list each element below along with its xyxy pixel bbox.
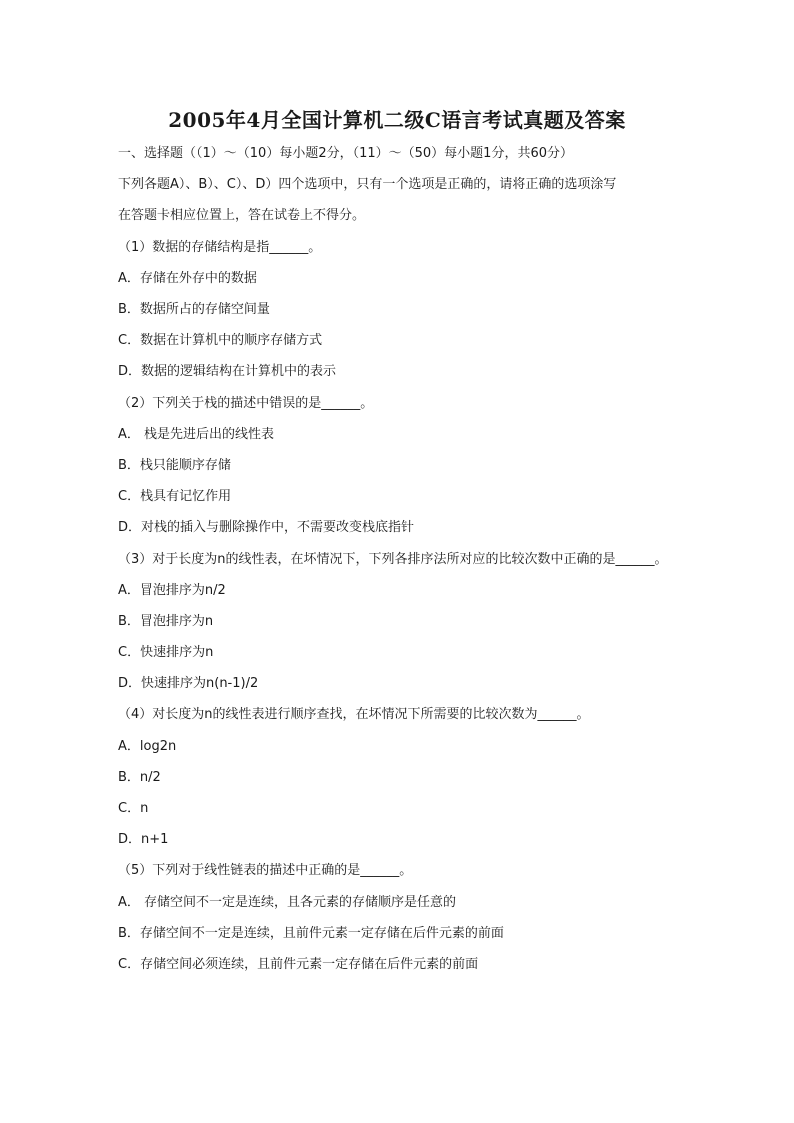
option-text: A． 栈是先进后出的线性表	[118, 426, 275, 442]
option-text: C．数据在计算机中的顺序存储方式	[118, 333, 323, 349]
option-text: B．存储空间不一定是连续，且前件元素一定存储在后件元素的前面	[118, 925, 504, 941]
document-body	[118, 144, 678, 986]
option-text: B．n/2	[118, 769, 161, 785]
question-2: （2）下列关于栈的描述中错误的是______。	[118, 395, 374, 411]
question-5: （5）下列对于线性链表的描述中正确的是______。	[118, 863, 413, 879]
option-text: A．冒泡排序为n/2	[118, 582, 226, 598]
question-4: （4）对长度为n的线性表进行顺序查找，在坏情况下所需要的比较次数为______。	[118, 707, 590, 723]
option-text: D．n+1	[118, 832, 169, 848]
instruction-line: 在答题卡相应位置上，答在试卷上不得分。	[118, 208, 366, 224]
option-text: D．对栈的插入与删除操作中，不需要改变栈底指针	[118, 520, 415, 536]
question-3: （3）对于长度为n的线性表，在坏情况下，下列各排序法所对应的比较次数中正确的是______。	[118, 551, 668, 567]
option-text: B．栈只能顺序存储	[118, 457, 231, 473]
option-text: C．快速排序为n	[118, 645, 214, 661]
instruction-line: 下列各题A）、B）、C）、D）四个选项中，只有一个选项是正确的，请将正确的选项涂写	[118, 177, 617, 193]
option-text: C．n	[118, 800, 149, 816]
option-text: B．冒泡排序为n	[118, 613, 214, 629]
document-title: 2005年4月全国计算机二级C语言考试真题及答案	[168, 108, 626, 132]
option-text: A．log2n	[118, 738, 177, 754]
question-1: （1）数据的存储结构是指______。	[118, 239, 322, 255]
option-text: C．栈具有记忆作用	[118, 489, 232, 505]
option-text: A． 存储空间不一定是连续，且各元素的存储顺序是任意的	[118, 894, 457, 910]
section-heading: 一、选择题（（1）～（10）每小题2分，（11）～（50）每小题1分，共60分）	[118, 146, 573, 161]
option-text: C．存储空间必须连续，且前件元素一定存储在后件元素的前面	[118, 956, 479, 972]
option-text: D．数据的逻辑结构在计算机中的表示	[118, 364, 337, 380]
option-text: B．数据所占的存储空间量	[118, 301, 270, 317]
option-text: A．存储在外存中的数据	[118, 270, 257, 286]
option-text: D．快速排序为n(n-1)/2	[118, 676, 259, 692]
